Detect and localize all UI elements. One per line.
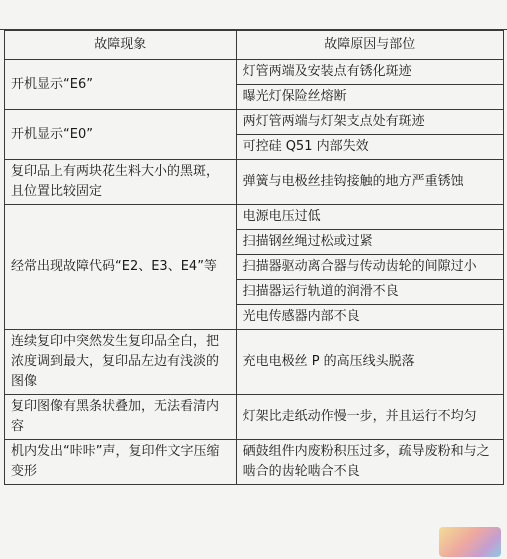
cause-cell: 弹簧与电极丝挂钩接触的地方严重锈蚀 [236, 160, 503, 205]
cause-cell: 扫描器运行轨道的润滑不良 [236, 280, 503, 305]
table-row [5, 440, 504, 485]
table-row [5, 330, 504, 395]
cause-cell: 光电传感器内部不良 [236, 305, 503, 330]
fault-table [4, 30, 504, 485]
cause-cell: 灯架比走纸动作慢一步，并且运行不均匀 [236, 395, 503, 440]
table-header-row [5, 31, 504, 60]
cause-cell: 可控硅 Q51 内部失效 [236, 135, 503, 160]
table-row [5, 60, 504, 85]
symptom-cell: 开机显示“E0” [5, 110, 237, 160]
header-cause: 故障原因与部位 [236, 31, 503, 60]
cause-cell: 硒鼓组件内废粉积压过多，疏导废粉和与之啮合的齿轮啮合不良 [236, 440, 503, 485]
table-row [5, 110, 504, 135]
cause-cell: 灯管两端及安装点有锈化斑迹 [236, 60, 503, 85]
cause-cell: 两灯管两端与灯架支点处有斑迹 [236, 110, 503, 135]
cause-cell: 曝光灯保险丝熔断 [236, 85, 503, 110]
cause-cell: 扫描器驱动离合器与传动齿轮的间隙过小 [236, 255, 503, 280]
symptom-cell: 机内发出“咔咔”声，复印件文字压缩变形 [5, 440, 237, 485]
cause-cell: 充电电极丝 P 的高压线头脱落 [236, 330, 503, 395]
site-watermark-logo [439, 527, 501, 557]
header-symptom: 故障现象 [5, 31, 237, 60]
cause-cell: 扫描钢丝绳过松或过紧 [236, 230, 503, 255]
symptom-cell: 连续复印中突然发生复印品全白，把浓度调到最大，复印品左边有浅淡的图像 [5, 330, 237, 395]
symptom-cell: 复印图像有黑条状叠加，无法看清内容 [5, 395, 237, 440]
table-row [5, 160, 504, 205]
table-row [5, 205, 504, 230]
symptom-cell: 开机显示“E6” [5, 60, 237, 110]
symptom-cell: 复印品上有两块花生料大小的黑斑，且位置比较固定 [5, 160, 237, 205]
symptom-cell: 经常出现故障代码“E2、E3、E4”等 [5, 205, 237, 330]
cause-cell: 电源电压过低 [236, 205, 503, 230]
table-row [5, 395, 504, 440]
